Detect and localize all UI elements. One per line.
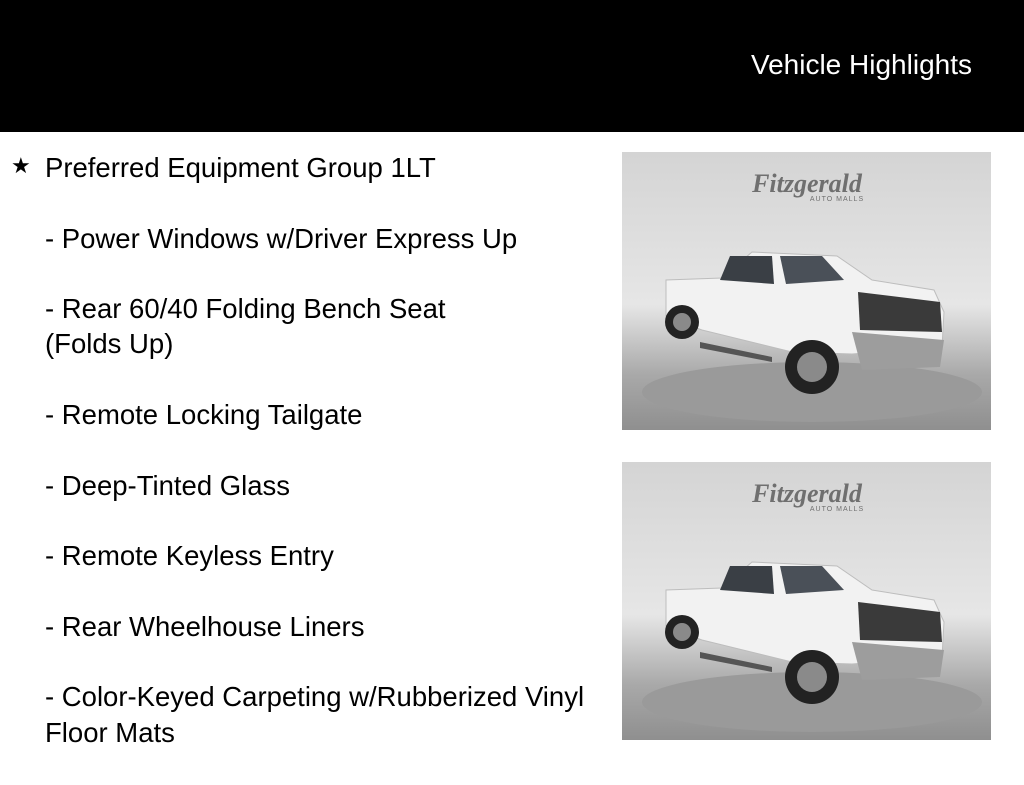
header-bar: [0, 0, 1024, 132]
highlight-item: - Deep-Tinted Glass: [45, 469, 291, 501]
highlight-item: - Rear 60/40 Folding Bench Seat (Folds Up): [45, 293, 446, 360]
page-title: Vehicle Highlights: [750, 49, 972, 80]
star-icon: ★: [11, 153, 31, 178]
dealer-logo-subtitle: AUTO MALLS: [809, 506, 865, 513]
highlight-item: - Remote Locking Tailgate: [45, 399, 363, 431]
highlight-item: Preferred Equipment Group 1LT: [45, 152, 436, 183]
dealer-logo-subtitle: AUTO MALLS: [809, 196, 865, 203]
dealer-logo: Fitzgerald: [752, 479, 862, 508]
highlight-item: - Rear Wheelhouse Liners: [45, 610, 365, 642]
truck-image: [622, 462, 991, 740]
highlight-item: - Color-Keyed Carpeting w/Rubberized Vinyl Floor Mats: [45, 681, 585, 748]
highlight-item: - Power Windows w/Driver Express Up: [45, 222, 518, 254]
truck-image: [622, 152, 991, 430]
dealer-logo: Fitzgerald: [752, 169, 862, 198]
vehicle-photo-1: [622, 152, 991, 430]
highlights-list: [45, 150, 585, 785]
highlight-item: - Remote Keyless Entry: [45, 540, 334, 572]
vehicle-photo-2: [622, 462, 991, 740]
